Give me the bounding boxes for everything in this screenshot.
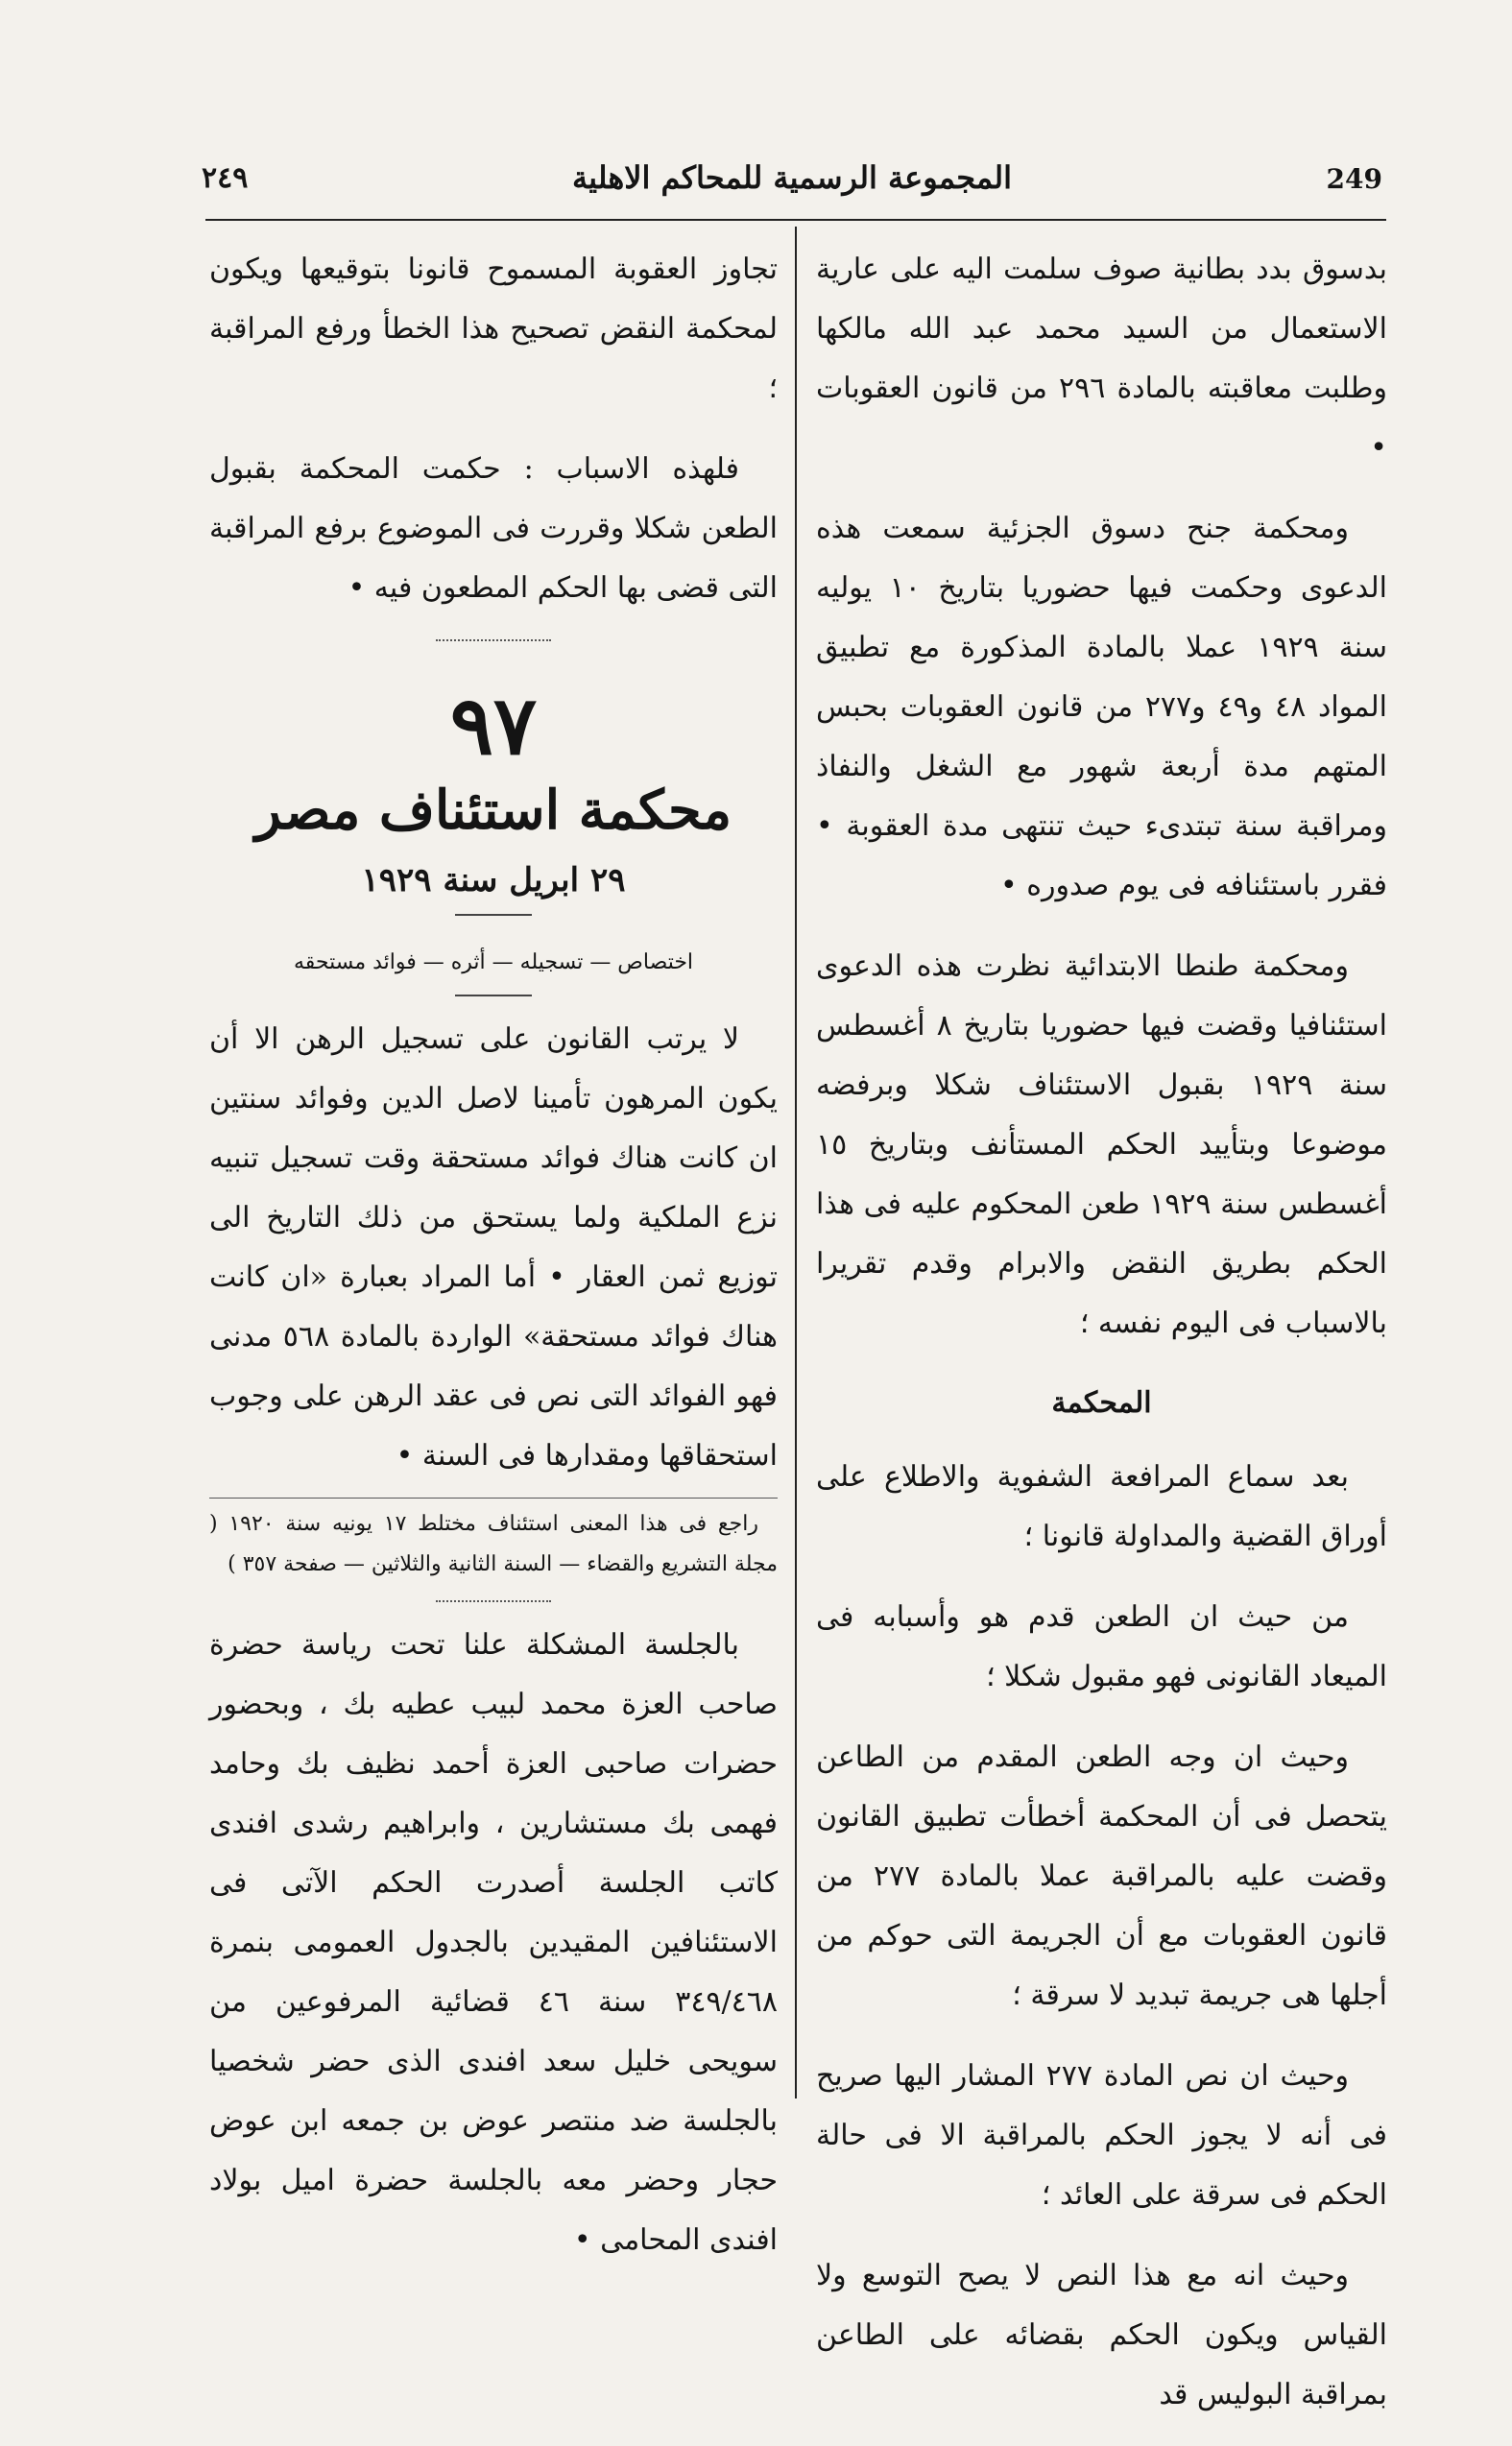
paragraph: فلهذه الاسباب : حكمت المحكمة بقبول الطعن شكلا وقررت فى الموضوع برفع المراقبة التى قضى بها الحكم المطعون فيه • — [209, 452, 778, 605]
running-title: المجموعة الرسمية للمحاكم الاهلية — [571, 159, 1013, 196]
header-rule — [205, 219, 1386, 221]
judgment-date: ٢٩ ابريل سنة ١٩٢٩ — [361, 861, 626, 899]
session-paragraph: بالجلسة المشكلة علنا تحت رياسة حضرة صاحب العزة محمد لبيب عطيه بك ، وبحضور حضرات صاحبى العزة أحمد نظيف بك وحامد فهمى بك مستشارين ، وابراهيم رشدى افندى كاتب الجلسة أصدرت الحكم الآتى فى الاستئنافين المقيدين بالجدول العمومى بنمرة ٣٤٩/٤٦٨ سنة ٤٦ قضائية المرفوعين من سويحى خليل سعد افندى الذى حضر شخصيا بالجلسة ضد منتصر عوض بن جمعه ابن عوض حجار وحضر معه بالجلسة حضرة اميل بولاد افندى المحامى • — [209, 1628, 778, 2257]
right-column — [816, 240, 1387, 2446]
separator — [455, 914, 532, 916]
reference-note: راجع فى هذا المعنى استئناف مختلط ١٧ يونيه سنة ١٩٢٠ ( مجلة التشريع والقضاء — السنة الثانية والثلاثين — صفحة ٣٥٧ ) — [209, 1498, 778, 1585]
paragraph: بعد سماع المرافعة الشفوية والاطلاع على أوراق القضية والمداولة قانونا ؛ — [816, 1460, 1387, 1553]
page-header — [202, 154, 1382, 211]
separator — [436, 1600, 551, 1602]
paragraph: من حيث ان الطعن قدم هو وأسبابه فى الميعاد القانونى فهو مقبول شكلا ؛ — [816, 1600, 1387, 1693]
paragraph: ومحكمة طنطا الابتدائية نظرت هذه الدعوى استئنافيا وقضت فيها حضوريا بتاريخ ٨ أغسطس سنة ١٩٢٩ بقبول الاستئناف شكلا وبرفضه موضوعا وبتأييد الحكم المستأنف وبتاريخ ١٥ أغسطس سنة ١٩٢٩ طعن المحكوم عليه فى هذا الحكم بطريق النقض والابرام وقدم تقريرا بالاسباب فى اليوم نفسه ؛ — [816, 949, 1387, 1340]
case-number: ٩٧ — [449, 678, 538, 773]
paragraph: بدسوق بدد بطانية صوف سلمت اليه على عارية الاستعمال من السيد محمد عبد الله مالكها وطلبت معاقبته بالمادة ٢٩٦ من قانون العقوبات • — [816, 252, 1387, 465]
paragraph: وحيث انه مع هذا النص لا يصح التوسع ولا القياس ويكون الحكم بقضائه على الطاعن بمراقبة البوليس قد — [816, 2259, 1387, 2411]
section-heading: المحكمة — [1051, 1386, 1152, 1420]
legal-principle: لا يرتب القانون على تسجيل الرهن الا أن يكون المرهون تأمينا لاصل الدين وفوائد سنتين ان كانت هناك فوائد مستحقة وقت تسجيل تنبيه نزع الملكية ولما يستحق من ذلك التاريخ الى توزيع ثمن العقار • أما المراد بعبارة «ان كانت هناك فوائد مستحقة» الواردة بالمادة ٥٦٨ مدنى فهو الفوائد التى نص فى عقد الرهن على وجوب استحقاقها ومقدارها فى السنة • — [209, 1022, 778, 1473]
page-number-arabic: ٢٤٩ — [202, 161, 249, 195]
keywords: اختصاص — تسجيله — أثره — فوائد مستحقه — [293, 950, 694, 974]
left-column — [209, 240, 778, 2291]
separator — [455, 995, 532, 996]
paragraph: ومحكمة جنح دسوق الجزئية سمعت هذه الدعوى وحكمت فيها حضوريا بتاريخ ١٠ يوليه سنة ١٩٢٩ عملا بالمادة المذكورة مع تطبيق المواد ٤٨ و٤٩ و٢٧٧ من قانون العقوبات بحبس المتهم مدة أربعة شهور مع الشغل والنفاذ ومراقبة سنة تبتدىء حيث تنتهى مدة العقوبة • فقرر باستئنافه فى يوم صدوره • — [816, 512, 1387, 902]
paragraph: وحيث ان وجه الطعن المقدم من الطاعن يتحصل فى أن المحكمة أخطأت تطبيق القانون وقضت عليه بالمراقبة عملا بالمادة ٢٧٧ من قانون العقوبات مع أن الجريمة التى حوكم من أجلها هى جريمة تبديد لا سرقة ؛ — [816, 1740, 1387, 2012]
column-divider — [795, 227, 797, 2098]
paragraph: وحيث ان نص المادة ٢٧٧ المشار اليها صريح فى أنه لا يجوز الحكم بالمراقبة الا فى حالة الحكم فى سرقة على العائد ؛ — [816, 2059, 1387, 2212]
separator — [436, 639, 551, 641]
paragraph: تجاوز العقوبة المسموح قانونا بتوقيعها ويكون لمحكمة النقض تصحيح هذا الخطأ ورفع المراقبة ؛ — [209, 252, 778, 405]
page-number: 249 — [1326, 163, 1382, 195]
court-name: محكمة استئناف مصر — [254, 779, 732, 842]
